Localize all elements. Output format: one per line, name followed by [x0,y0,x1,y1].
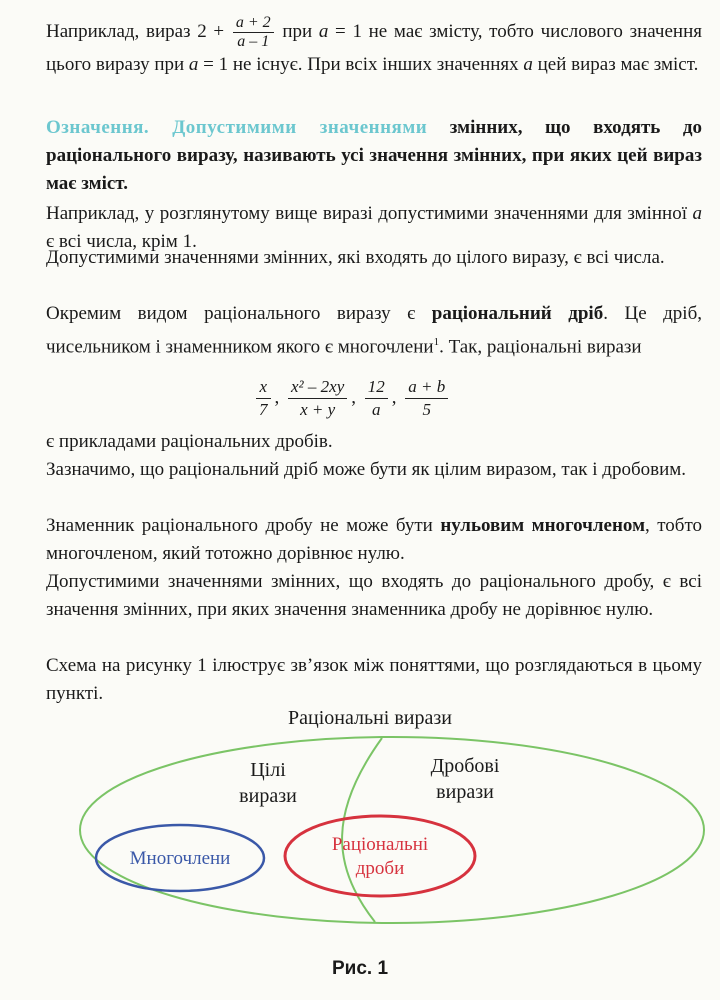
paragraph-example-2: Наприклад, у розглянутому вище виразі допустимими значеннями для змінної a є всі числа, крім 1. [46,203,703,252]
fraction-examples: $\frac{x}{7}$ , $\frac{\text{x² – 2xy}}{x + y}$ , $\frac{12}{a}$ , $\frac{a + b}{5}$ [252,376,452,421]
definition-body: змінних, що входять до раціонального виразу, називають усі значення змінних, при яких цей вираз має зміст. [46,117,703,194]
fraction-example: $\frac{\text{x² – 2xy}}{x + y}$ [288,376,347,421]
euler-diagram [0,690,720,960]
fraction-example: $\frac{a + b}{5}$ [405,376,448,421]
paragraph-admissible-values: Допустимими значеннями змінних, що входять до раціонального дробу, є всі значення змінних, при яких значення знаменника дробу не дорівнює нулю. [46,571,702,620]
label-whole-2: вирази [239,785,297,807]
paragraph-fraction-types: Зазначимо, що раціональний дріб може бути як цілим виразом, так і дробовим. [46,459,687,480]
paragraph-whole-expression: Допустимими значеннями змінних, які входять до цілого виразу, є всі числа. [46,247,665,268]
label-polynomials: Многочлени [129,848,231,869]
fraction-a-plus-2-over-a-minus-1: $\frac{a + 2}{a - 1}$ [233,14,274,51]
label-fractional-1: Дробові [430,755,500,777]
diagram-title: Раціональні вирази [287,707,453,729]
paragraph-rational-fraction: Окремим видом раціонального виразу є раціональний дріб. Це дріб, чисельником і знаменником якого є многочлени$^1$. Так, раціональні вирази [46,303,702,358]
paragraph-example-1: Наприклад, вираз 2 + $\frac{a + 2}{a - 1}$ при a = 1 не має змісту, тобто числового значення цього виразу при a = 1 не існує. При всіх інших значеннях a цей вираз має зміст. [46,14,702,75]
fraction-example: $\frac{x}{7}$ [256,376,271,421]
rational-fractions-ellipse [285,816,475,896]
figure-caption: Рис. 1 [331,958,389,979]
definition-block [46,114,702,198]
paragraph-examples-note: є прикладами раціональних дробів. [46,431,333,452]
label-rational-fractions-1: Раціональні [331,834,429,855]
label-whole-1: Цілі [250,759,286,781]
label-rational-fractions-2: дроби [355,858,405,879]
p1-text-a: Наприклад, вираз 2 + [46,20,225,42]
label-fractional-2: вирази [436,781,494,803]
paragraph-zero-polynomial: Знаменник раціонального дробу не може бути нульовим многочленом, тобто многочленом, який тотожно дорівнює нулю. [46,515,702,564]
fraction-example: $\frac{12}{a}$ [365,376,388,421]
paragraph-scheme: Схема на рисунку 1 ілюструє зв’язок між поняттями, що розглядаються в цьому пункті. [46,655,702,704]
definition-heading: Означення. Допустимими значеннями [46,117,428,138]
